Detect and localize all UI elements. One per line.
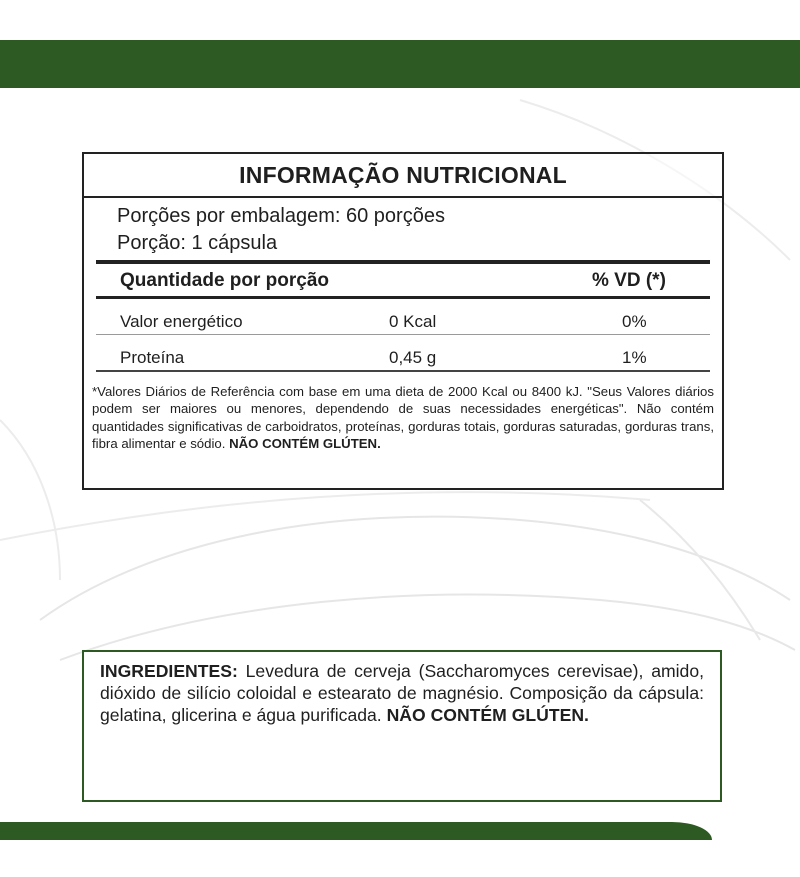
nutrition-title: INFORMAÇÃO NUTRICIONAL [84,154,722,198]
row-divider [96,370,710,372]
rule-divider [96,260,710,264]
nutrient-name: Valor energético [120,312,243,331]
nutrient-daily-value: 0% [622,312,647,331]
ingredients-label: INGREDIENTES: [100,661,238,681]
ingredients-list: Levedura de cerveja (Saccharomyces cerevisae), amido, dióxido de silício coloidal e estearato de magnésio. Composição da cápsula: gelatina, glicerina e água purificada. [100,661,704,725]
row-divider [96,334,710,335]
servings-per-package: Porções por embalagem: 60 porções [117,205,445,227]
gluten-free-note: NÃO CONTÉM GLÚTEN. [386,705,589,725]
nutrient-amount: 0,45 g [389,348,437,367]
footnote-text: *Valores Diários de Referência com base em uma dieta de 2000 Kcal ou 8400 kJ. "Seus Valores diários podem ser maiores ou menores, dependendo de suas necessidades energéticas". Não contém quantidades significativas de carboidratos, proteínas, gorduras totais, gorduras saturadas, gorduras trans, fibra alimentar e sódio. [92,384,714,452]
nutrient-daily-value: 1% [622,348,647,367]
nutrition-footnote [92,383,714,453]
nutrient-name: Proteína [120,348,185,367]
serving-size: Porção: 1 cápsula [117,232,278,254]
nutrition-facts-table [82,152,724,490]
nutrient-amount: 0 Kcal [389,312,437,331]
bottom-green-band [0,822,712,840]
ingredients-box [82,650,722,802]
header-quantity: Quantidade por porção [120,270,330,291]
header-daily-value: % VD (*) [592,270,666,291]
gluten-free-note: NÃO CONTÉM GLÚTEN. [229,436,381,452]
rule-divider [96,296,710,299]
ingredients-paragraph [100,660,704,726]
